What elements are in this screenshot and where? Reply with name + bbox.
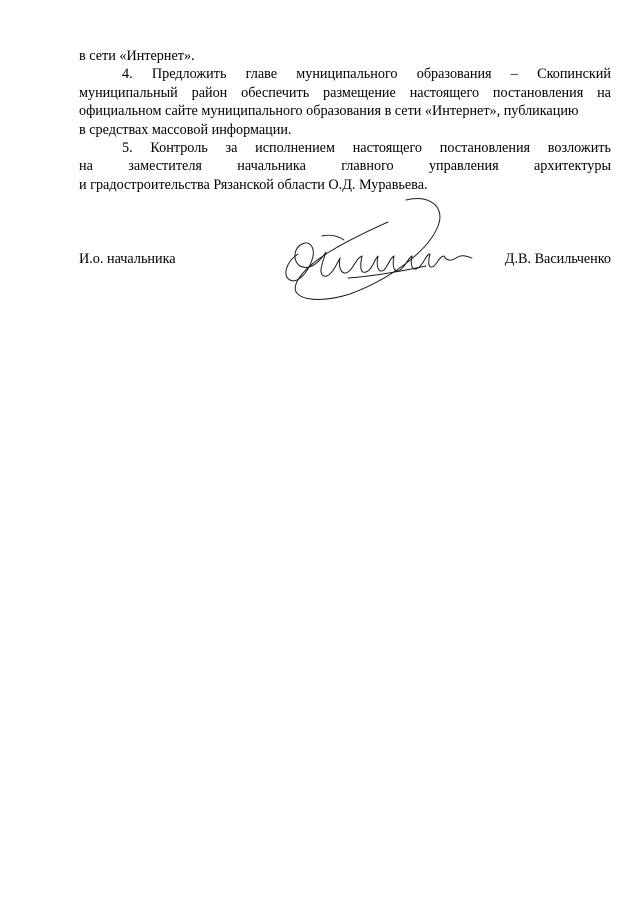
word: исполнением [255, 139, 335, 156]
word: управления [428, 158, 499, 175]
word: образования [416, 66, 492, 83]
paragraph-5-line-1 [79, 139, 611, 157]
word: настоящего [352, 139, 423, 156]
word: постановления [492, 84, 584, 101]
word: постановления [439, 139, 531, 156]
paragraph-4-line-1 [79, 65, 611, 83]
word: размещение [323, 84, 396, 101]
word: на [79, 158, 93, 175]
paragraph-4-line-2 [79, 84, 611, 102]
word: за [225, 139, 238, 156]
signer-title: И.о. начальника [79, 251, 176, 267]
paragraph-number: 5. [122, 139, 133, 156]
word: главе [245, 66, 278, 83]
word: на [597, 84, 611, 101]
word: архитектуры [533, 158, 611, 175]
word: Контроль [150, 139, 208, 156]
word: заместителя [128, 158, 202, 175]
word: муниципальный [79, 84, 178, 101]
word: Скопинский [537, 66, 611, 83]
handwritten-signature [278, 196, 478, 308]
word: Предложить [151, 66, 227, 83]
paragraph-number: 4. [122, 66, 133, 83]
paragraph-5-line-3: и градостроительства Рязанской области О.Д. Муравьева. [79, 176, 428, 193]
word: главного [341, 158, 394, 175]
word: обеспечить [241, 84, 310, 101]
paragraph-4-line-3: официальном сайте муниципального образования в сети «Интернет», публикацию [79, 103, 579, 120]
word: настоящего [409, 84, 480, 101]
paragraph-5-line-2 [79, 157, 611, 175]
word: муниципального [296, 66, 398, 83]
document-body [79, 47, 611, 194]
text-line: в сети «Интернет». [79, 48, 195, 64]
paragraph-4-line-4: в средствах массовой информации. [79, 121, 292, 138]
word: район [191, 84, 228, 101]
word: начальника [237, 158, 306, 175]
signer-name: Д.В. Васильченко [504, 251, 611, 267]
word: возложить [547, 139, 611, 156]
word: – [510, 66, 518, 83]
